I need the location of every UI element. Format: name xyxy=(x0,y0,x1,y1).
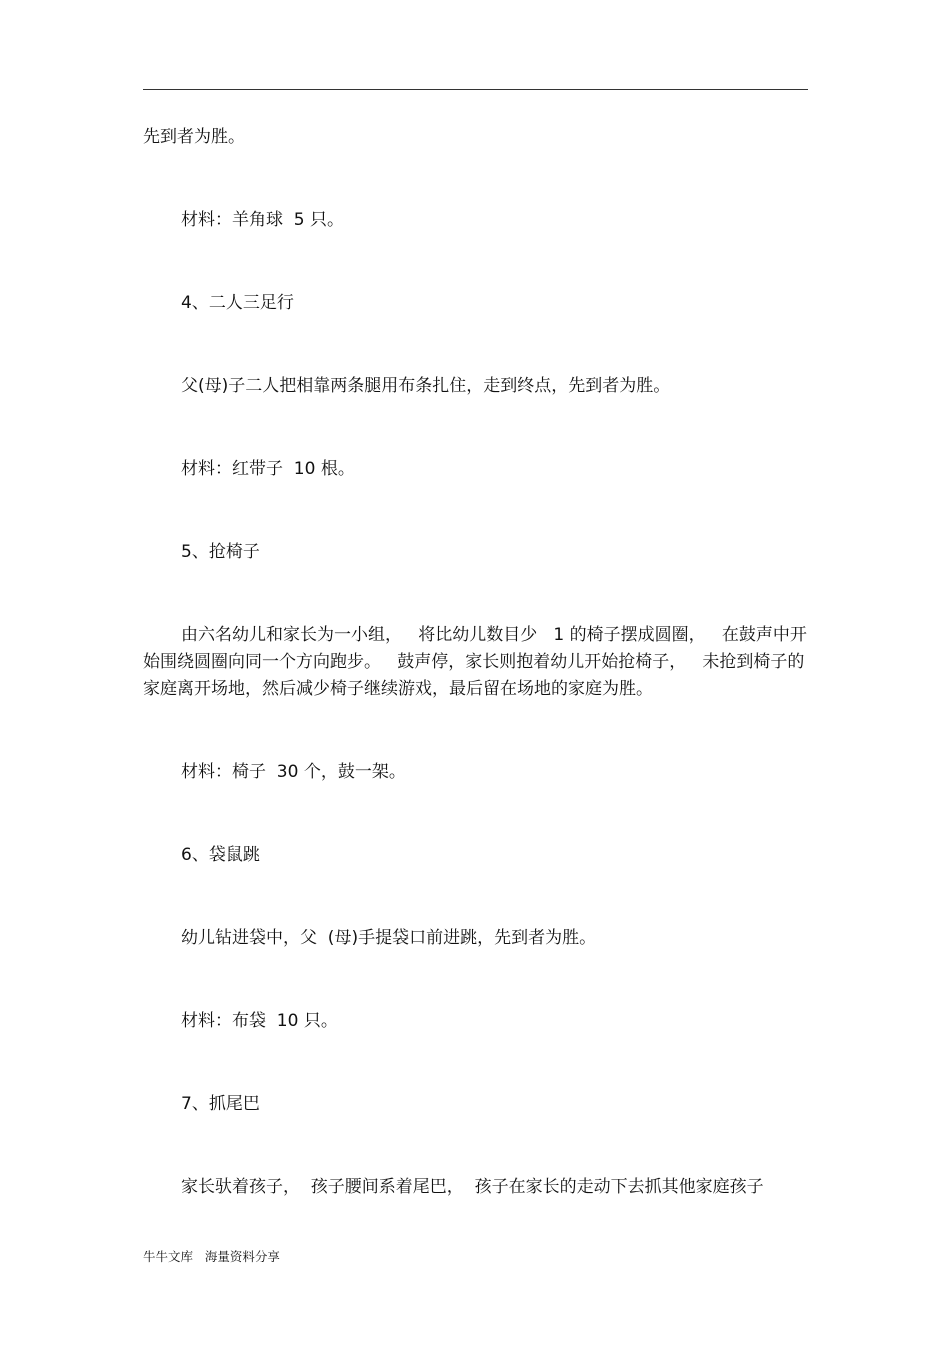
paragraph-rules-6: 幼儿钻进袋中，父 (母)手提袋口前进跳，先到者为胜。 xyxy=(181,928,597,948)
document-body xyxy=(143,124,808,1201)
footer-text: 牛牛文库 海量资料分享 xyxy=(143,1249,280,1264)
heading-item-4: 4、二人三足行 xyxy=(181,293,294,313)
paragraph-materials-5: 材料：椅子 30 个，鼓一架。 xyxy=(181,762,406,782)
heading-item-7: 7、抓尾巴 xyxy=(181,1094,260,1114)
paragraph-continuation: 先到者为胜。 xyxy=(143,127,245,147)
paragraph-rules-4: 父(母)子二人把相靠两条腿用布条扎住，走到终点，先到者为胜。 xyxy=(181,376,671,396)
header-rule xyxy=(143,89,808,90)
paragraph-materials-6: 材料：布袋 10 只。 xyxy=(181,1011,338,1031)
heading-item-6: 6、袋鼠跳 xyxy=(181,845,260,865)
paragraph-rules-5: 由六名幼儿和家长为一小组， 将比幼儿数目少 1 的椅子摆成圆圈， 在鼓声中开始围绕圆圈向同一个方向跑步。 鼓声停，家长则抱着幼儿开始抢椅子， 未抢到椅子的家庭离开场地，然后减少椅子继续游戏，最后留在场地的家庭为胜。 xyxy=(143,625,807,699)
heading-item-5: 5、抢椅子 xyxy=(181,542,260,562)
paragraph-materials-4: 材料：红带子 10 根。 xyxy=(181,459,355,479)
paragraph-rules-7: 家长驮着孩子， 孩子腰间系着尾巴， 孩子在家长的走动下去抓其他家庭孩子 xyxy=(181,1177,764,1197)
paragraph-materials-3: 材料：羊角球 5 只。 xyxy=(181,210,345,230)
